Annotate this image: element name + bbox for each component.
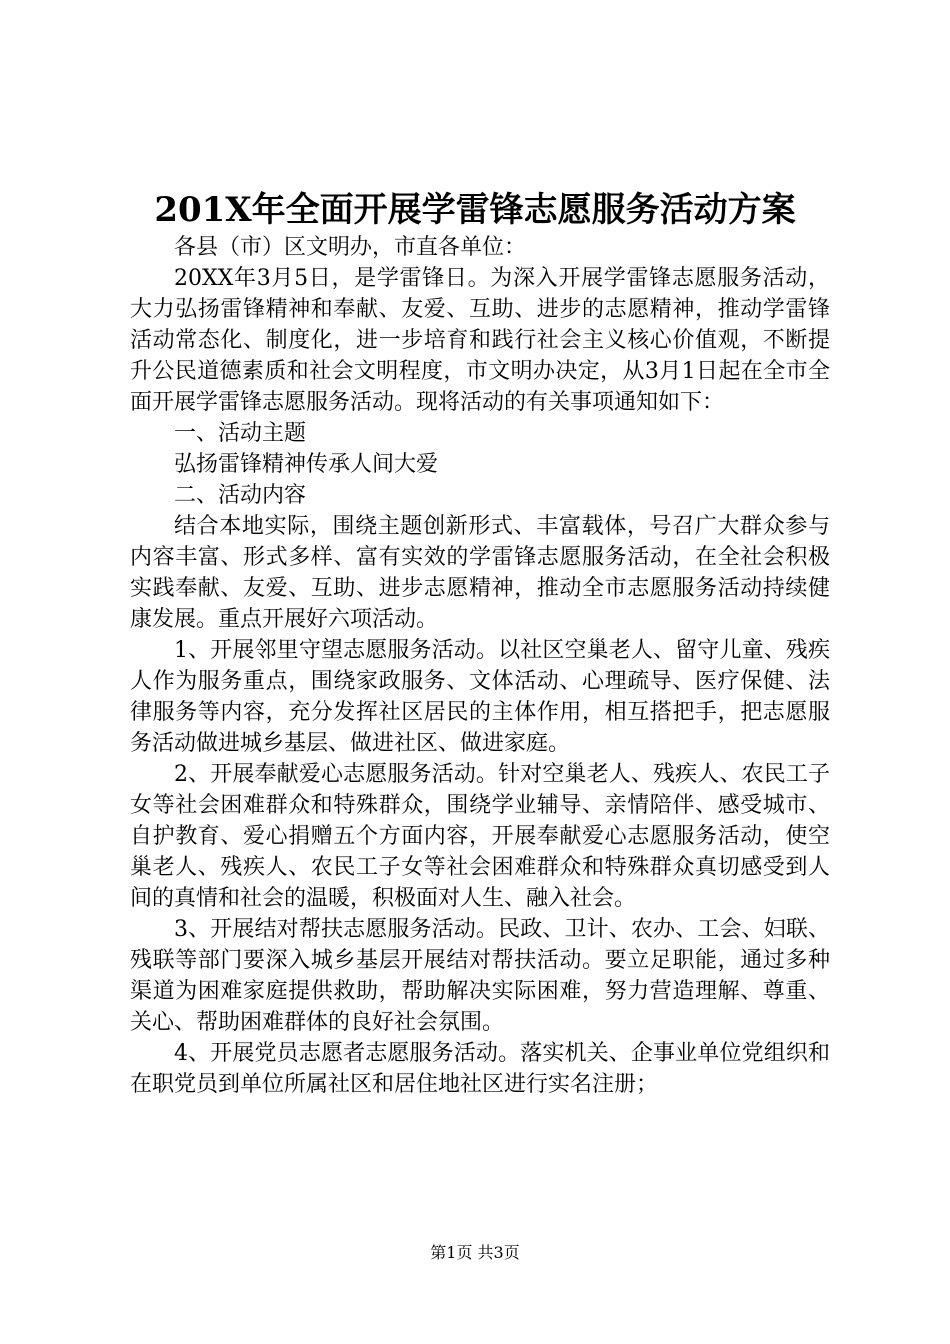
activity-item-1: 1、开展邻里守望志愿服务活动。以社区空巢老人、留守儿童、残疾人作为服务重点，围绕家政服务、文体活动、心理疏导、医疗保健、法律服务等内容，充分发挥社区居民的主体作用，相互搭把手，把志愿服务活动做进城乡基层、做进社区、做进家庭。 [130, 638, 830, 756]
content-paragraph: 结合本地实际，围绕主题创新形式、丰富载体，号召广大群众参与内容丰富、形式多样、富有实效的学雷锋志愿服务活动，在全社会积极实践奉献、友爱、互助、进步志愿精神，推动全市志愿服务活动持续健康发展。重点开展好六项活动。 [130, 514, 830, 632]
salutation: 各县（市）区文明办，市直各单位： [174, 235, 527, 260]
activity-item-2: 2、开展奉献爱心志愿服务活动。针对空巢老人、残疾人、农民工子女等社会困难群众和特殊群众，围绕学业辅导、亲情陪伴、感受城市、自护教育、爱心捐赠五个方面内容，开展奉献爱心志愿服务活动，使空巢老人、残疾人、农民工子女等社会困难群众和特殊群众真切感受到人间的真情和社会的温暖，积极面对人生、融入社会。 [130, 762, 830, 911]
intro-paragraph: 20XX年3月5日，是学雷锋日。为深入开展学雷锋志愿服务活动，大力弘扬雷锋精神和奉献、友爱、互助、进步的志愿精神，推动学雷锋活动常态化、制度化，进一步培育和践行社会主义核心价值观，不断提升公民道德素质和社会文明程度，市文明办决定，从3月1日起在全市全面开展学雷锋志愿服务活动。现将活动的有关事项通知如下： [130, 266, 830, 415]
section-heading-theme: 一、活动主题 [174, 421, 307, 446]
theme-text: 弘扬雷锋精神传承人间大爱 [174, 452, 439, 477]
page-footer: 第1页 共3页 [430, 1243, 520, 1262]
section-heading-content: 二、活动内容 [174, 483, 307, 508]
document-body [130, 232, 830, 1100]
activity-item-4: 4、开展党员志愿者志愿服务活动。落实机关、企事业单位党组织和在职党员到单位所属社区和居住地社区进行实名注册； [130, 1041, 830, 1097]
document-title: 201X年全面开展学雷锋志愿服务活动方案 [154, 190, 796, 230]
activity-item-3: 3、开展结对帮扶志愿服务活动。民政、卫计、农办、工会、妇联、残联等部门要深入城乡基层开展结对帮扶活动。要立足职能，通过多种渠道为困难家庭提供救助，帮助解决实际困难，努力营造理解、尊重、关心、帮助困难群体的良好社会氛围。 [130, 917, 830, 1035]
